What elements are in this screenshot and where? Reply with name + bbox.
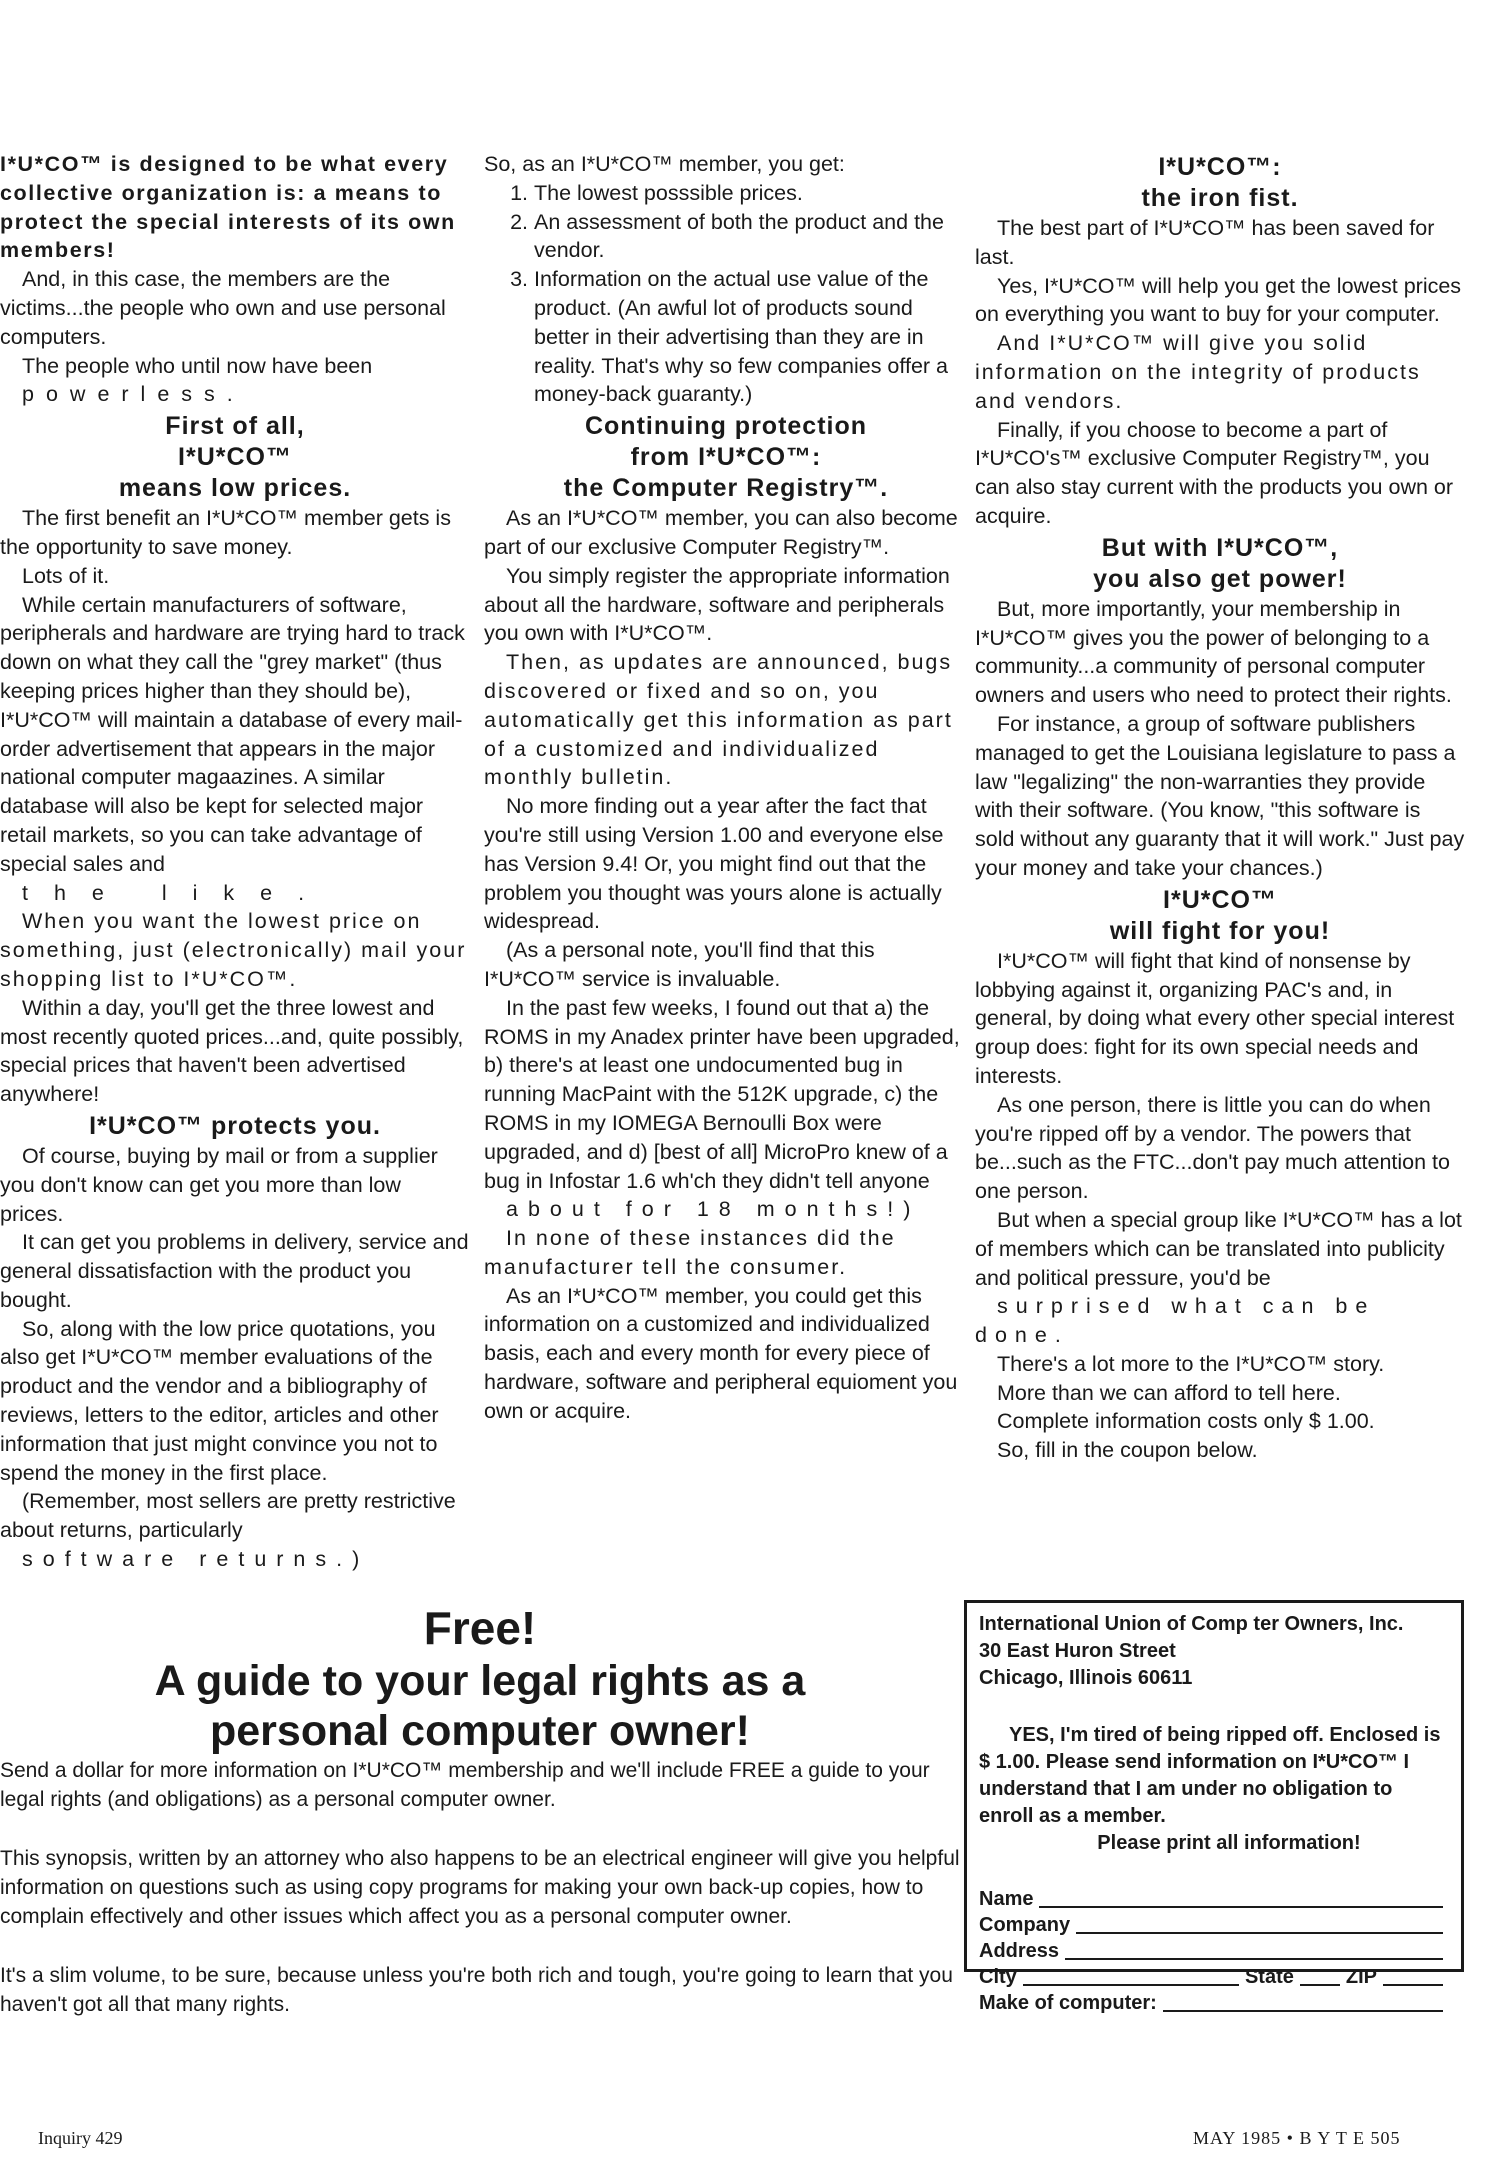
- col3-paragraph: More than we can afford to tell here.: [997, 1380, 1341, 1405]
- col3-paragraph: But when a special group like I*U*CO™ has a lot of members which can be translated into publicity and political pressure, you'd be: [975, 1207, 1462, 1290]
- heading-line: I*U*CO™:: [1158, 153, 1282, 181]
- make-blank[interactable]: [1163, 2010, 1443, 2012]
- heading-line: Continuing protection: [584, 412, 868, 441]
- city-blank[interactable]: [1023, 1984, 1239, 1986]
- coupon-offer: [979, 1722, 1449, 1857]
- heading-line: from I*U*CO™:: [630, 443, 822, 472]
- col1-paragraph: While certain manufacturers of software, peripherals and hardware are trying hard to track down on what they call the "grey market" (thus keeping prices higher than they should be), I*U*CO™ will maintain a database of every mail-order advertisement that appears in the major national computer magaazines. A similar database will also be kept for selected major retail markets, so you can take advantage of special sales and: [0, 592, 465, 876]
- address-label: Address: [979, 1940, 1060, 1962]
- column-2: [484, 150, 968, 1426]
- col3-paragraph: So, fill in the coupon below.: [997, 1438, 1258, 1463]
- col1-paragraph: It can get you problems in delivery, service and general dissatisfaction with the product you bought.: [0, 1230, 469, 1312]
- coupon-address: [979, 1611, 1449, 1692]
- col1-paragraph: Within a day, you'll get the three lowest and most recently quoted prices...and, quite possibly, special prices that haven't been advertised anywhere!: [0, 995, 464, 1107]
- section-heading: [975, 885, 1465, 947]
- col3-paragraph: There's a lot more to the I*U*CO™ story.: [997, 1351, 1385, 1376]
- company-field[interactable]: [979, 1913, 1449, 1939]
- col1-spread-line: the like.: [22, 880, 331, 905]
- heading-line: will fight for you!: [1109, 916, 1331, 945]
- col3-paragraph: Yes, I*U*CO™ will help you get the lowest prices on everything you want to buy for your computer.: [975, 273, 1462, 327]
- col1-paragraph: The first benefit an I*U*CO™ member gets is the opportunity to save money.: [0, 506, 451, 559]
- col1-spread-line: software returns.): [22, 1547, 370, 1572]
- col3-paragraph: And I*U*CO™ will give you solid information on the integrity of products and vendors.: [975, 331, 1421, 413]
- heading-line: First of all,: [165, 412, 305, 441]
- col3-paragraph: But, more importantly, your membership in I*U*CO™ gives you the power of belonging to a community...a community of personal computer owners and users who need to protect their rights.: [975, 596, 1452, 708]
- col3-paragraph: Finally, if you choose to become a part of I*U*CO's™ exclusive Computer Registry™, you can also stay current with the products you own or acquire.: [975, 417, 1454, 528]
- benefits-list: [484, 179, 968, 409]
- heading-line: the Computer Registry™.: [563, 474, 889, 503]
- col2-paragraph: As an I*U*CO™ member, you can also become part of our exclusive Computer Registry™.: [484, 506, 958, 559]
- address-field[interactable]: [979, 1939, 1449, 1965]
- col2-paragraph: In none of these instances did the manufacturer tell the consumer.: [484, 1226, 896, 1279]
- col2-intro: So, as an I*U*CO™ member, you get:: [484, 152, 845, 176]
- coupon-org: International Union of Comp ter Owners, Inc.: [979, 1613, 1404, 1635]
- column-1-lead: I*U*CO™ is designed to be what every collective organization is: a means to protect the special interests of its own members!: [0, 152, 456, 263]
- ad-paragraph: This synopsis, written by an attorney who also happens to be an electrical engineer will give you helpful information on questions such as using copy programs for making your own back-up copies, how to complain effectively and other issues which affect you as a personal computer owner.: [0, 1847, 960, 1928]
- inquiry-number: Inquiry 429: [38, 2128, 123, 2148]
- list-item: 2. An assessment of both the product and the vendor.: [534, 208, 968, 266]
- city-label: City: [979, 1966, 1017, 1988]
- col2-paragraph: As an I*U*CO™ member, you could get this information on a customized and individualized basis, each and every month for every piece of hardware, software and peripheral equioment you own or acquire.: [484, 1283, 958, 1423]
- col1-paragraph: Of course, buying by mail or from a supplier you don't know can get you more than low prices.: [0, 1143, 438, 1226]
- col3-paragraph: As one person, there is little you can do when you're ripped off by a vendor. The powers that be...such as the FTC...don't pay much attention to one person.: [975, 1092, 1450, 1204]
- section-heading: [975, 152, 1465, 214]
- ad-headline-line: A guide to your legal rights as a: [154, 1657, 806, 1705]
- coupon-fields: [979, 1887, 1449, 2017]
- address-blank[interactable]: [1065, 1958, 1443, 1960]
- ad-headline: [0, 1600, 960, 1756]
- section-heading: [975, 533, 1465, 595]
- col3-spread-line: surprised what can be done.: [975, 1294, 1376, 1348]
- coupon-print-note: Please print all information!: [1097, 1832, 1361, 1854]
- make-label: Make of computer:: [979, 1992, 1157, 2014]
- ad-paragraph: Send a dollar for more information on I*U*CO™ membership and we'll include FREE a guide to your legal rights (and obligations) as a personal computer owner.: [0, 1759, 930, 1811]
- col1-paragraph: (Remember, most sellers are pretty restrictive about returns, particularly: [0, 1489, 456, 1543]
- state-blank[interactable]: [1300, 1984, 1340, 1986]
- heading-line: I*U*CO™: [1163, 885, 1277, 914]
- col1-paragraph: The people who until now have been: [22, 353, 373, 378]
- col1-spread-line: powerless.: [22, 382, 245, 407]
- col3-paragraph: For instance, a group of software publishers managed to get the Louisiana legislature to pass a law "legalizing" the non-warranties they provide with their software. (You know, "this software is sold without any guaranty that it will work." Just pay your money and take your chances.): [975, 711, 1465, 880]
- col1-paragraph: Lots of it.: [22, 563, 110, 588]
- coupon-offer-text: YES, I'm tired of being ripped off. Enclosed is $ 1.00. Please send information on I*U*CO™ I understand that I am under no obligation to enroll as a member.: [979, 1724, 1441, 1827]
- make-field[interactable]: [979, 1991, 1449, 2017]
- order-coupon: [964, 1600, 1464, 2014]
- column-1: [0, 150, 470, 1574]
- list-item: 1. The lowest posssible prices.: [534, 179, 968, 208]
- ad-headline-line: Free!: [423, 1602, 537, 1654]
- col2-paragraph: You simply register the appropriate information about all the hardware, software and peripherals you own with I*U*CO™.: [484, 563, 950, 646]
- col1-paragraph: When you want the lowest price on something, just (electronically) mail your shopping list to I*U*CO™.: [0, 909, 467, 991]
- heading-line: But with I*U*CO™,: [1101, 533, 1339, 562]
- coupon-city: Chicago, Illinois 60611: [979, 1667, 1193, 1689]
- state-label: State: [1244, 1966, 1294, 1988]
- company-label: Company: [979, 1914, 1071, 1936]
- zip-blank[interactable]: [1383, 1984, 1443, 1986]
- heading-line: means low prices.: [118, 474, 352, 503]
- col2-paragraph: Then, as updates are announced, bugs discovered or fixed and so on, you automatically get this information as part of a customized and individualized monthly bulletin.: [484, 650, 953, 790]
- section-heading: [0, 411, 470, 504]
- col1-paragraph: So, along with the low price quotations, you also get I*U*CO™ member evaluations of the product and the vendor and a bibliography of reviews, letters to the editor, articles and other information that just might convince you not to spend the money in the first place.: [0, 1316, 439, 1485]
- page-folio: MAY 1985 • B Y T E 505: [1193, 2128, 1401, 2148]
- col2-paragraph: No more finding out a year after the fact that you're still using Version 1.00 and everyone else has Version 9.4! Or, you might find out that the problem you thought was yours alone is actually widespread.: [484, 794, 944, 934]
- coupon-street: 30 East Huron Street: [979, 1640, 1176, 1662]
- column-3: [975, 150, 1465, 1465]
- col2-spread-line: about for 18 months!): [506, 1197, 921, 1222]
- col2-paragraph: (As a personal note, you'll find that this I*U*CO™ service is invaluable.: [484, 938, 875, 991]
- section-heading: I*U*CO™ protects you.: [89, 1111, 381, 1140]
- section-heading: [484, 411, 968, 504]
- city-state-zip-field[interactable]: [979, 1965, 1449, 1991]
- name-blank[interactable]: [1039, 1906, 1443, 1908]
- ad-paragraph: It's a slim volume, to be sure, because unless you're both rich and tough, you're going to learn that you haven't got all that many rights.: [0, 1964, 953, 2016]
- name-label: Name: [979, 1888, 1034, 1910]
- company-blank[interactable]: [1076, 1932, 1443, 1934]
- heading-line: I*U*CO™: [178, 443, 292, 472]
- col1-paragraph: And, in this case, the members are the victims...the people who own and use personal computers.: [0, 267, 446, 349]
- zip-label: ZIP: [1345, 1966, 1377, 1988]
- name-field[interactable]: [979, 1887, 1449, 1913]
- col3-paragraph: I*U*CO™ will fight that kind of nonsense by lobbying against it, organizing PAC's and, in general, by doing what every other special interest group does: fight for its own special needs and interests.: [975, 948, 1455, 1088]
- col3-paragraph: Complete information costs only $ 1.00.: [997, 1409, 1375, 1434]
- col3-paragraph: The best part of I*U*CO™ has been saved for last.: [975, 216, 1435, 269]
- col2-paragraph: In the past few weeks, I found out that a) the ROMS in my Anadex printer have been upgraded, b) there's at least one undocumented bug in running MacPaint with the 512K upgrade, c) the ROMS in my IOMEGA Bernoulli Box were upgraded, and d) [best of all] MicroPro knew of a bug in Infostar 1.6 wh'ch they didn't tell anyone: [484, 995, 960, 1193]
- ad-headline-line: personal computer owner!: [210, 1707, 750, 1755]
- heading-line: you also get power!: [1093, 564, 1347, 593]
- list-item: 3. Information on the actual use value of the product. (An awful lot of products sound better in their advertising than they are in reality. That's why so few companies offer a money-back guaranty.): [534, 265, 968, 409]
- free-guide-ad: [0, 1600, 960, 2019]
- heading-line: the iron fist.: [1141, 184, 1299, 212]
